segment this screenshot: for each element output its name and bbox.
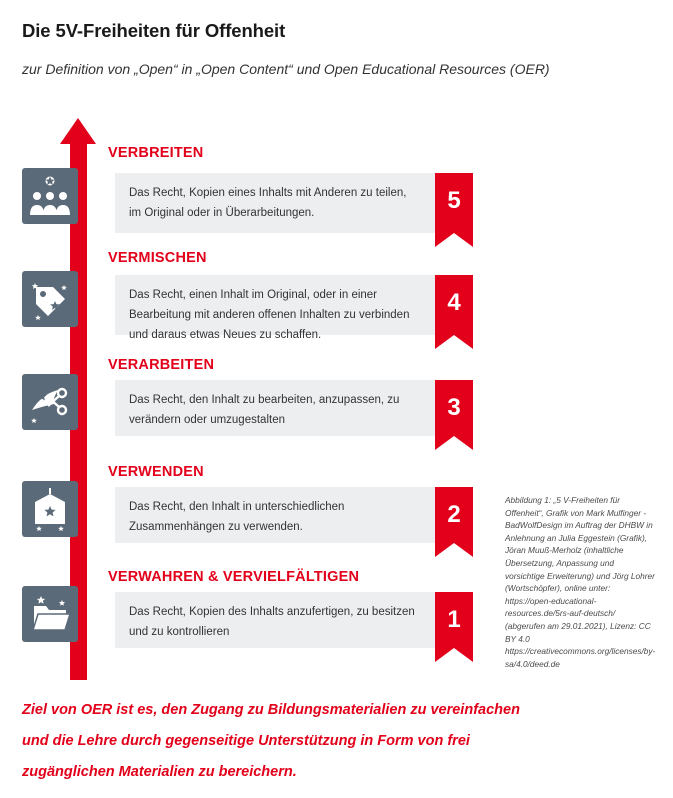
freedom-number: 4 [447, 289, 461, 316]
freedom-number-banner [435, 275, 473, 335]
page-title: Die 5V-Freiheiten für Offenheit [22, 20, 286, 42]
freedom-number: 1 [447, 606, 461, 633]
freedom-number-banner [435, 592, 473, 648]
freedom-number: 3 [447, 394, 461, 421]
freedom-heading: VERWAHREN & VERVIELFÄLTIGEN [108, 569, 360, 585]
banner-tail [435, 436, 473, 450]
freedom-heading: VERBREITEN [108, 145, 204, 161]
banner-tail [435, 648, 473, 662]
freedom-number: 2 [447, 501, 461, 528]
freedom-description: Das Recht, den Inhalt in unterschiedlichen Zusammenhängen zu verwenden. [115, 487, 435, 543]
freedom-description: Das Recht, Kopien eines Inhalts mit Anderen zu teilen, im Original oder in Überarbeitungen. [115, 173, 435, 233]
freedom-number-banner [435, 487, 473, 543]
figure-caption: Abbildung 1: „5 V-Freiheiten für Offenheit“, Grafik von Mark Mulfinger - BadWolfDesign im Auftrag der DHBW in Anlehnung an Julia Eggestein (Grafik), Jöran Muuß-Merholz (inhaltliche Übersetzung, Anpassung und vorsichtige Erweiterung) und Jörg Lohrer (Wortschöpfer), online unter: https://open-educational-resources.de/5rs-auf-deutsch/ (abgerufen am 29.01.2021), Lizenz: CC BY 4.0 https://creativecommons.org/licenses/by-sa/4.0/deed.de [505, 495, 656, 669]
scissors-edit-icon [22, 374, 78, 430]
freedom-number-banner [435, 380, 473, 436]
freedom-description: Das Recht, Kopien des Inhalts anzufertigen, zu besitzen und zu kontrollieren [115, 592, 435, 648]
folder-copy-icon [22, 586, 78, 642]
banner-tail [435, 233, 473, 247]
footer-statement: Ziel von OER ist es, den Zugang zu Bildungsmaterialien zu vereinfachen und die Lehre durch gegenseitige Unterstützung in Form von frei zugänglichen Materialien zu bereichern. [22, 702, 520, 780]
tag-mix-icon [22, 271, 78, 327]
freedom-heading: VERWENDEN [108, 464, 204, 480]
freedom-heading: VERMISCHEN [108, 250, 207, 266]
freedom-number: 5 [447, 187, 461, 214]
share-people-icon [22, 168, 78, 224]
picture-frame-icon [22, 481, 78, 537]
freedom-heading: VERARBEITEN [108, 357, 215, 373]
banner-tail [435, 335, 473, 349]
banner-tail [435, 543, 473, 557]
freedom-number-banner [435, 173, 473, 233]
freedom-description: Das Recht, den Inhalt zu bearbeiten, anzupassen, zu verändern oder umzugestalten [115, 380, 435, 436]
freedom-description: Das Recht, einen Inhalt im Original, oder in einer Bearbeitung mit anderen offenen Inhalten zu verbinden und daraus etwas Neues zu schaffen. [115, 275, 435, 335]
page-subtitle: zur Definition von „Open“ in „Open Content“ und Open Educational Resources (OER) [22, 61, 550, 77]
